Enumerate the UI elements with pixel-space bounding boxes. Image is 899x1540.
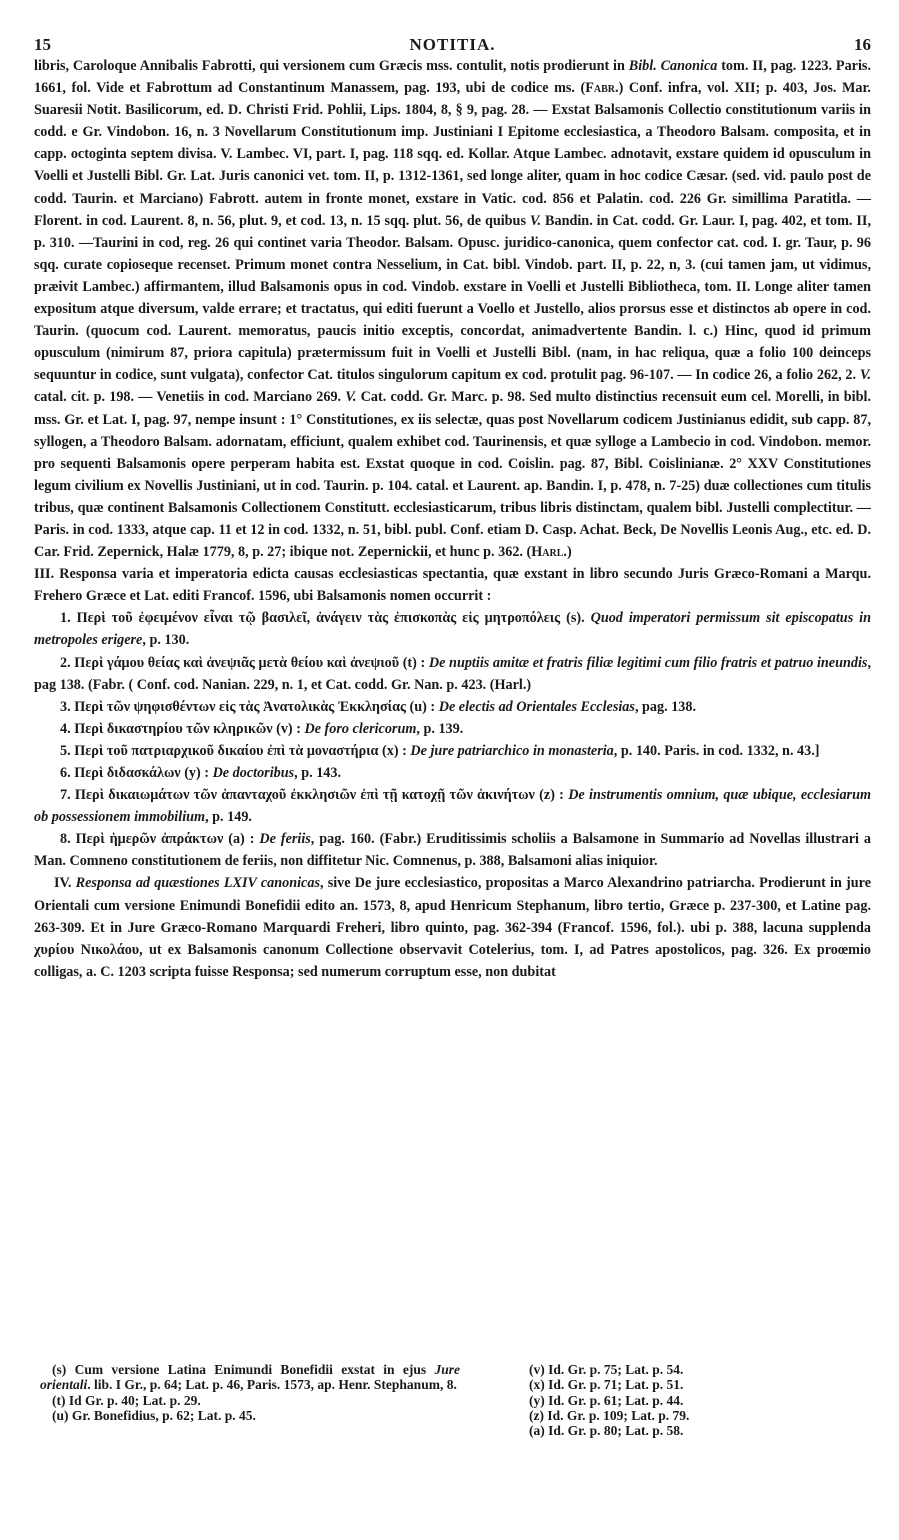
footnote: (a) Id. Gr. p. 80; Lat. p. 58. <box>529 1423 684 1439</box>
list-item: 3. Περὶ τῶν ψηφισθέντων εἰς τὰς Ἀνατολικὰς Ἐκκλησίας (u) : De electis ad Orientales Ecclesias, pag. 138. <box>60 698 697 715</box>
footnote: (u) Gr. Bonefidius, p. 62; Lat. p. 45. <box>52 1407 256 1423</box>
footnote: (v) Id. Gr. p. 75; Lat. p. 54. <box>529 1362 684 1377</box>
page-number-left: 15 <box>34 35 51 54</box>
footnotes <box>40 1362 869 1438</box>
footnotes-left-column <box>40 1362 460 1438</box>
page-number-right: 16 <box>854 35 871 54</box>
footnote: (s) Cum versione Latina Enimundi Bonefidii exstat in ejus Jure orientali. lib. I Gr., p. 64; Lat. p. 46, Paris. 1573, ap. Henr. Stephanum, 8. <box>40 1362 460 1393</box>
paragraph-collectio: libris, Caroloque Annibalis Fabrotti, qui versionem cum Græcis mss. contulit, notis prodierunt in Bibl. Canonica tom. II, pag. 1223. Paris. 1661, fol. Vide et Fabrottum ad Constantinum Manassem, pag. 193, ubi de codice ms. (Fabr.) Conf. infra, vol. XII; p. 403, Jos. Mar. Suaresii Notit. Basilicorum, ed. D. Christi Frid. Pohlii, Lips. 1804, 8, § 9, pag. 28. — Exstat Balsamonis Collectio constitutionum variis in codd. e Gr. Vindobon. 16, n. 3 Novellarum Constitutionum imp. Justiniani I Epitome ecclesiastica, a Theodoro Balsam. composita, et in capp. octoginta septem divisa. V. Lambec. VI, part. I, pag. 118 sqq. ed. Kollar. Atque Lambec. adnotavit, exstare quidem id opusculum in Voelli et Justelli Bibl. Gr. Lat. Juris canonici vet. tom. II, p. 1312-1361, sed longe aliter, quam in hoc codice Cæsar. (sed. vid. paulo post de codd. Taurin. et Marciano) Fabrott. autem in fronte monet, exstare in Vatic. cod. 856 et Palatin. cod. 226 Gr. simillima Paratitla. —Florent. in cod. Laurent. 8, n. 56, plut. 9, et cod. 13, n. 15 sqq. plut. 56, de quibus V. Bandin. in Cat. codd. Gr. Laur. I, pag. 402, et tom. II, p. 310. —Taurini in cod, reg. 26 qui continet varia Theodor. Balsam. Opusc. juridico-canonica, quem confector cat. cod. I. gr. Taur, p. 96 sqq. curate copioseque recenset. Primum monet contra Nesselium, in Cat. bibl. Vindob. part. II, p. 22, n, 3. (cui tamen jam, ut vidimus, præivit Lambec.) affirmantem, illud Balsamonis opus in cod. Vindob. exstare in Voelli et Justelli Bibliotheca, tom. II. Longe aliter tamen expositum atque diversum, valde errare; et tractatus, qui editi fuerunt a Voello et Justello, alios prorsus esse et distinctos ab opere in cod. Taurin. (quocum cod. Laurent. memoratus, paucis initio exceptis, concordat, animadvertente Bandin. l. c.) Hinc, quod id primum opusculum (nimirum 87, priora capitula) prætermissum fuit in Voelli et Justelli Bibl. (nam, in hac reliqua, quæ a folio 100 deinceps sequuntur in codice, sunt vulgata), confector Cat. titulos singulorum capitum ex cod. protulit pag. 96-107. — In codice 26, a folio 262, 2. V. catal. cit. p. 198. — Venetiis in cod. Marciano 269. V. Cat. codd. Gr. Marc. p. 98. Sed multo distinctius recensuit eum cel. Morelli, in bibl. mss. Gr. et Lat. I, pag. 97, nempe insunt : 1° Constitutiones, ex iis selectæ, quas post Novellarum codicem Justinianus edidit, sub capp. 87, syllogen, a Theodoro Balsam. adornatam, efficiunt, qualem exhibet cod. Taurinensis, et quæ sylloge a Lambecio in cod. Vindobon. memor. pro sequenti Balsamonis opere perperam habita est. Exstat quoque in cod. Coislin. pag. 87, Bibl. Coislinianæ. 2° XXV Constitutiones legum civilium ex Novellis Justiniani, ut in cod. Taurin. p. 104. catal. et Laurent. ap. Bandin. I, p. 478, n. 7-25) duæ collectiones cum titulis tribus, quæ continent Balsamonis Collectionem Constitutt. ecclesiasticarum, tribus libris distinctam, qualem bibl. Justelli complectitur. — Paris. in cod. 1333, atque cap. 11 et 12 in cod. 1332, n. 51, bibl. publ. Conf. etiam D. Casp. Achat. Beck, De Novellis Leonis Aug., etc. ed. D. Car. Frid. Zepernick, Halæ 1779, 8, p. 27; ibique not. Zepernickii, et hunc p. 362. (Harl.) <box>34 58 871 561</box>
footnote: (t) Id Gr. p. 40; Lat. p. 29. <box>52 1392 201 1408</box>
running-header <box>34 36 871 54</box>
list-item: 6. Περὶ διδασκάλων (y) : De doctoribus, p. 143. <box>60 765 342 781</box>
list-item: 8. Περὶ ἡμερῶν ἀπράκτων (a) : De feriis, pag. 160. (Fabr.) Eruditissimis scholiis a Balsamone in Summario ad Novellas illustrari a Man. Comneno constitutionem de feriis, non diffitetur Nic. Comnenus, p. 388, Balsamoni alias iniquior. <box>34 831 871 870</box>
list-item: 2. Περὶ γάμου θείας καὶ ἀνεψιᾶς μετὰ θείου καὶ ἀνεψιοῦ (t) : De nuptiis amitæ et fratris filiæ legitimi cum filio fratris et patruo ineundis, pag 138. (Fabr. ( Conf. cod. Nanian. 229, n. 1, et Cat. codd. Gr. Nan. p. 423. (Harl.) <box>34 654 871 693</box>
list-item: 1. Περὶ τοῦ ἐφειμένον εἶναι τῷ βασιλεῖ, ἀνάγειν τὰς ἐπισκοπὰς εἰς μητροπόλεις (s). Quod imperatori permissum sit episcopatus in metropoles erigere, p. 130. <box>34 610 871 649</box>
list-item: 7. Περὶ δικαιωμάτων τῶν ἁπανταχοῦ ἐκκλησιῶν ἐπὶ τῇ κατοχῇ τῶν ἀκινήτων (z) : De instrumentis omnium, quæ ubique, ecclesiarum ob possessionem immobilium, p. 149. <box>34 787 871 826</box>
footnote: (z) Id. Gr. p. 109; Lat. p. 79. <box>529 1407 690 1423</box>
list-item: 4. Περὶ δικαστηρίου τῶν κληρικῶν (v) : De foro clericorum, p. 139. <box>60 720 464 737</box>
paragraph-responsa-varia: III. Responsa varia et imperatoria edicta causas ecclesiasticas spectantia, quæ exstant in libro secundo Juris Græco-Romani a Marqu. Frehero Græce et Lat. editi Francof. 1596, ubi Balsamonis nomen occurrit : <box>34 566 871 605</box>
paragraph-responsa-canonicas: IV. Responsa ad quæstiones LXIV canonicas, sive De jure ecclesiastico, propositas a Marco Alexandrino patriarcha. Prodierunt in jure Orientali cum versione Enimundi Bonefidii edito an. 1573, 8, apud Henricum Stephanum, libro tertio, Græce p. 237-300, et Latine pag. 263-309. Et in Jure Græco-Romano Marquardi Freheri, libro quinto, pag. 362-394 (Francof. 1596, fol.). ubi p. 388, lacuna supplenda χυρίου Νικολάου, ut ex Balsamonis canonum Collectione observavit Cotelerius, tom. I, ad Patres apostolicos, pag. 326. Ex proœmio colligas, a. C. 1203 scripta fuisse Responsa; sed numerum corruptum esse, non dubitat <box>34 875 872 980</box>
page-title: NOTITIA. <box>409 35 496 54</box>
list-item: 5. Περὶ τοῦ πατριαρχικοῦ δικαίου ἐπὶ τὰ μοναστήρια (x) : De jure patriarchico in monasteria, p. 140. Paris. in cod. 1332, n. 43.] <box>60 742 820 759</box>
body-text <box>34 55 871 983</box>
footnote: (x) Id. Gr. p. 71; Lat. p. 51. <box>529 1377 684 1393</box>
footnote: (y) Id. Gr. p. 61; Lat. p. 44. <box>529 1392 684 1408</box>
footnotes-right-column <box>529 1362 869 1438</box>
